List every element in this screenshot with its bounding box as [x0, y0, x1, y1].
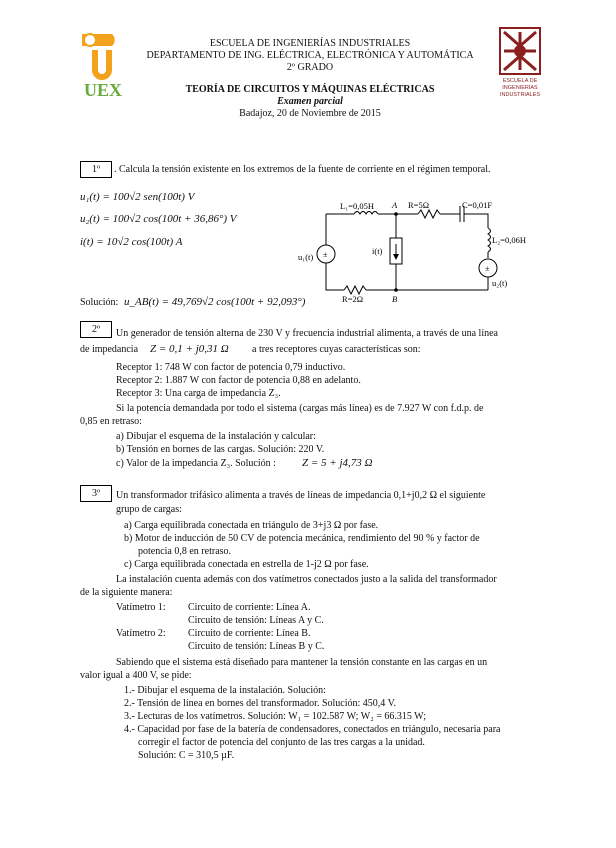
receptor-2: Receptor 2: 1.887 W con factor de potencia 0,88 en adelanto. — [116, 375, 361, 386]
problem-3-intro-1: Un transformador trifásico alimenta a través de líneas de impedancia 0,1+j0,2 Ω el siguiente — [116, 490, 486, 501]
problem-1-statement: . Calcula la tensión existente en los extremos de la fuente de corriente en el régimen temporal. — [114, 164, 491, 175]
problem-3-question-4a: 4.- Capacidad por fase de la batería de condensadores, conectados en triángulo, necesaria para — [124, 724, 501, 735]
problem-3-know-2: valor igual a 400 V, se pide: — [80, 670, 192, 681]
node-B: B — [392, 294, 398, 304]
receptor-3: Receptor 3: Una carga de impedancia Z₃. — [116, 388, 281, 399]
svg-text:±: ± — [485, 264, 490, 273]
wattmeter-2-voltage: Circuito de tensión: Líneas B y C. — [188, 641, 325, 652]
logo-text: UEX — [84, 80, 123, 100]
grade: 2º GRADO — [286, 62, 334, 73]
problem-3-question-1: 1.- Dibujar el esquema de la instalación. Solución: — [124, 685, 326, 696]
problem-2-condition-1: Si la potencia demandada por todo el sistema (cargas más línea) es de 7.927 W con f.d.p. de — [116, 403, 484, 414]
problem-3-know-1: Sabiendo que el sistema está diseñado para mantener la tensión constante en las cargas en un — [116, 657, 488, 668]
problem-2-intro-2b: a tres receptores cuyas características son: — [252, 344, 421, 355]
equation-u2: u₂(t) = 100√2 cos(100t + 36,86°) V — [80, 213, 237, 225]
problem-3-question-4b: corregir el factor de potencia del conjunto de las tres cargas a la unidad. — [138, 737, 425, 748]
wattmeter-2-current: Circuito de corriente: Línea B. — [188, 628, 311, 639]
problem-2-item-a: a) Dibujar el esquema de la instalación y calcular: — [116, 431, 316, 442]
problem-2-intro-1: Un generador de tensión alterna de 230 V y frecuencia industrial alimenta, a través de una línea — [116, 328, 498, 339]
equation-u1: u₁(t) = 100√2 sen(100t) V — [80, 191, 195, 203]
problem-3-item-a: a) Carga equilibrada conectada en triángulo de 3+j3 Ω por fase. — [124, 520, 379, 531]
problem-2-number: 2º — [80, 321, 112, 338]
label-i: i(t) — [372, 246, 383, 256]
node-A: A — [392, 200, 398, 210]
department-name: DEPARTAMENTO DE ING. ELÉCTRICA, ELECTRÓNICA Y AUTOMÁTICA — [146, 50, 474, 61]
problem-3-item-b-2: potencia 0,8 en retraso. — [138, 546, 232, 557]
wattmeter-1-voltage: Circuito de tensión: Líneas A y C. — [188, 615, 324, 626]
problem-3-item-b-1: b) Motor de inducción de 50 CV de potencia mecánica, rendimiento del 90 % y factor de — [124, 533, 480, 544]
label-R2: R=2Ω — [342, 294, 364, 304]
label-C: C=0,01F — [462, 200, 493, 210]
wattmeter-2-label: Vatímetro 2: — [116, 628, 166, 639]
problem-3-question-4c: Solución: C = 310,5 µF. — [138, 750, 235, 761]
problem-3-question-2: 2.- Tensión de línea en bornes del transformador. Solución: 450,4 V. — [124, 698, 397, 709]
label-R1: R=5Ω — [408, 200, 430, 210]
label-L1: L₁=0,05H — [340, 201, 374, 211]
label-L2: L₂=0,06H — [492, 235, 526, 245]
school-logo-text: ESCUELA DE INGENIERÍAS INDUSTRIALES — [499, 78, 541, 98]
subject-title: TEORÍA DE CIRCUITOS Y MÁQUINAS ELÉCTRICAS — [185, 84, 435, 95]
label-u2: u₂(t) — [492, 278, 508, 288]
exam-type: Examen parcial — [277, 96, 343, 107]
problem-2-line-impedance: Z = 0,1 + j0,31 Ω — [150, 343, 229, 355]
school-logo — [494, 24, 546, 108]
exam-date: Badajoz, 20 de Noviembre de 2015 — [239, 108, 381, 119]
problem-2-item-c-solution: Z = 5 + j4,73 Ω — [302, 457, 373, 469]
circuit-diagram — [296, 196, 526, 306]
problem-3-item-c: c) Carga equilibrada conectada en estrella de 1-j2 Ω por fase. — [124, 559, 369, 570]
problem-3-intro-2: grupo de cargas: — [116, 504, 182, 515]
problem-1-solution: u_AB(t) = 49,769√2 cos(100t + 92,093°) — [124, 296, 306, 308]
problem-1-solution-label: Solución: — [80, 297, 119, 308]
problem-3-number: 3º — [80, 485, 112, 502]
wattmeter-intro-1: La instalación cuenta además con dos vatímetros conectados justo a la salida del transformador — [116, 574, 497, 585]
problem-2-item-c: c) Valor de la impedancia Z₃. Solución : — [116, 458, 276, 469]
problem-2-item-b: b) Tensión en bornes de las cargas. Solución: 220 V. — [116, 444, 325, 455]
label-u1: u₁(t) — [298, 252, 314, 262]
problem-3-question-3: 3.- Lecturas de los vatímetros. Solución: W₁ = 102.587 W; W₂ = 66.315 W; — [124, 711, 427, 722]
svg-text:±: ± — [323, 250, 328, 259]
receptor-1: Receptor 1: 748 W con factor de potencia 0,79 inductivo. — [116, 362, 346, 373]
school-name: ESCUELA DE INGENIERÍAS INDUSTRIALES — [209, 38, 411, 49]
wattmeter-1-current: Circuito de corriente: Línea A. — [188, 602, 311, 613]
wattmeter-intro-2: de la siguiente manera: — [80, 587, 173, 598]
problem-2-intro-2a: de impedancia — [80, 344, 139, 355]
equation-i: i(t) = 10√2 cos(100t) A — [80, 236, 183, 248]
uex-logo — [78, 26, 126, 100]
wattmeter-1-label: Vatímetro 1: — [116, 602, 166, 613]
problem-2-condition-2: 0,85 en retraso: — [80, 416, 142, 427]
problem-1-number: 1º — [80, 161, 112, 178]
